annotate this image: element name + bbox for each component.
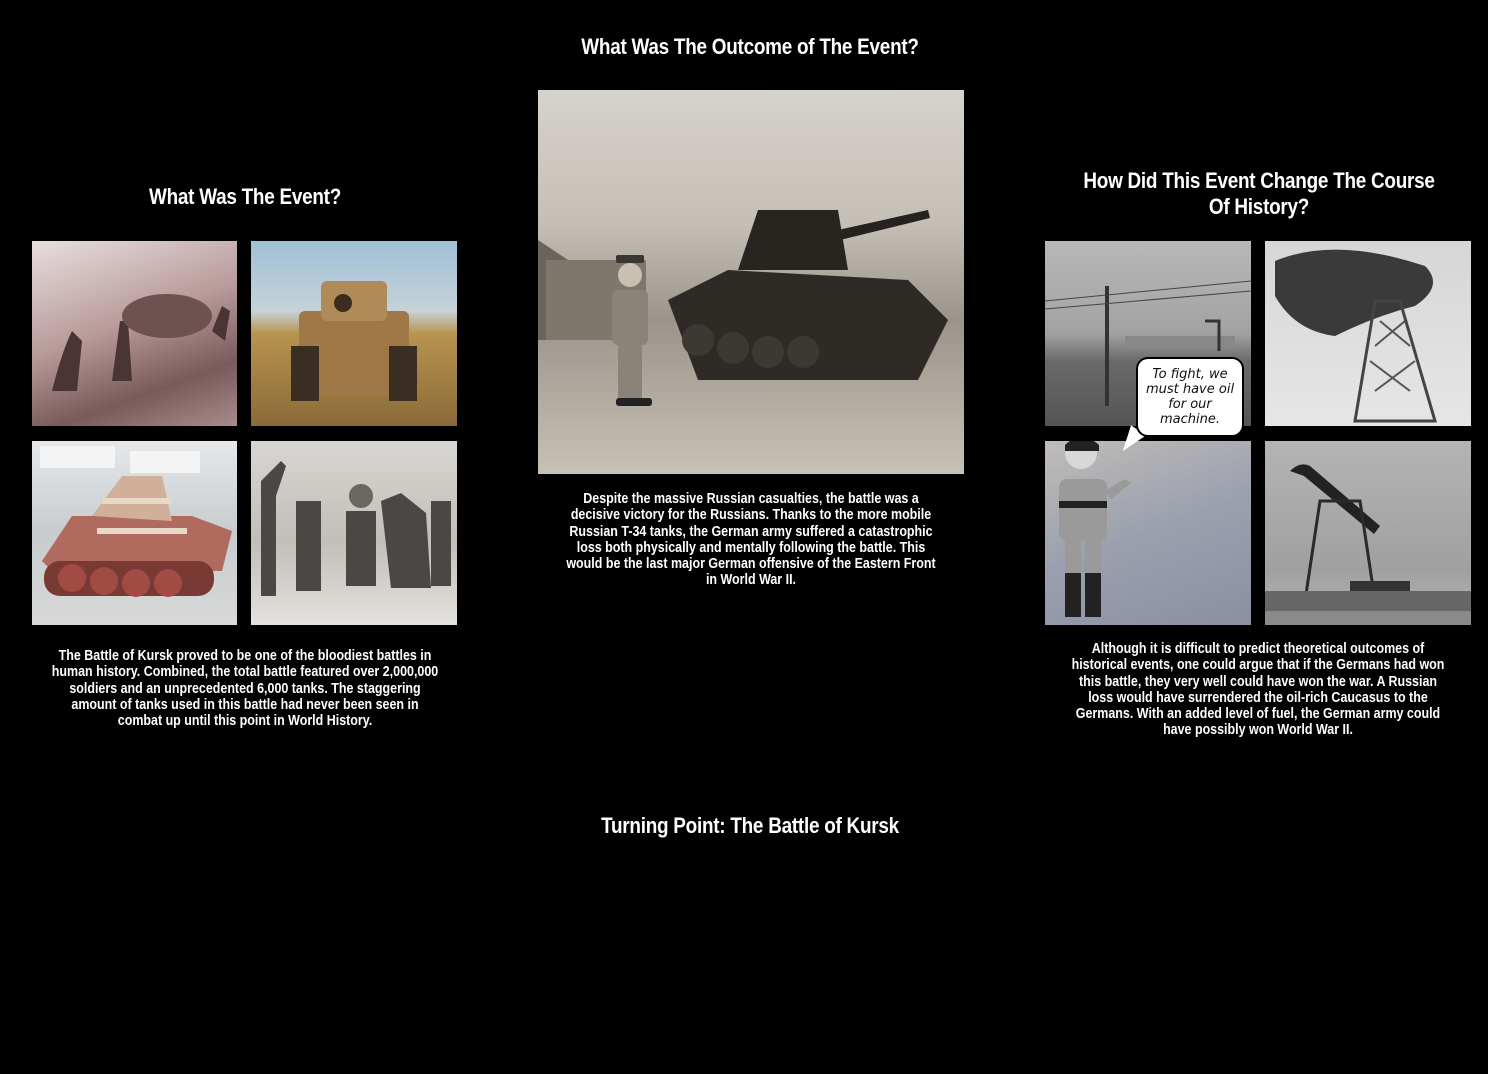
striped-panther-tank-museum-photo: [32, 441, 237, 625]
oil-derrick-gusher-photo: [1265, 241, 1471, 426]
center-panel-title: What Was The Outcome of The Event?: [581, 34, 919, 59]
center-panel-caption: Despite the massive Russian casualties, the battle was a decisive victory for the Russians. Thanks to the more mobile Russian T-34 tanks, the German army suffered a catastrophic loss both physically and mentally following the battle. This would be the last major German offensive of the Eastern Front in World War II.: [566, 491, 936, 589]
right-panel-title: How Did This Event Change The Course Of History?: [1083, 168, 1435, 219]
soldiers-advancing-photo: [32, 241, 237, 426]
right-panel-caption: Although it is difficult to predict theoretical outcomes of historical events, one could argue that if the Germans had won this battle, they very well could have won the war. A Russian loss would have surrendered the oil-rich Caucasus to the Germans. With an added level of fuel, the German army could have possibly won World War II.: [1071, 641, 1445, 739]
snowy-ground-with-character: [1045, 441, 1251, 625]
left-panel-caption: The Battle of Kursk proved to be one of the bloodiest battles in human history. Combined, the total battle featured over 2,000,000 soldiers and an unprecedented 6,000 tanks. The staggering amount of tanks used in this battle had never been seen in combat up until this point in World History.: [51, 648, 439, 730]
storyboard-title: Turning Point: The Battle of Kursk: [601, 813, 899, 838]
german-officer-character: [1059, 441, 1131, 617]
soldiers-celebrating-snow-photo: [251, 441, 457, 625]
speech-bubble: [1136, 357, 1244, 437]
speech-bubble-text: To fight, we must have oil for our machine.: [1145, 367, 1235, 427]
left-panel-title: What Was The Event?: [148, 184, 342, 209]
t34-tank-photo-with-officer: [538, 90, 964, 474]
tiger-tank-painting: [251, 241, 457, 426]
pumpjack-photo: [1265, 441, 1471, 625]
